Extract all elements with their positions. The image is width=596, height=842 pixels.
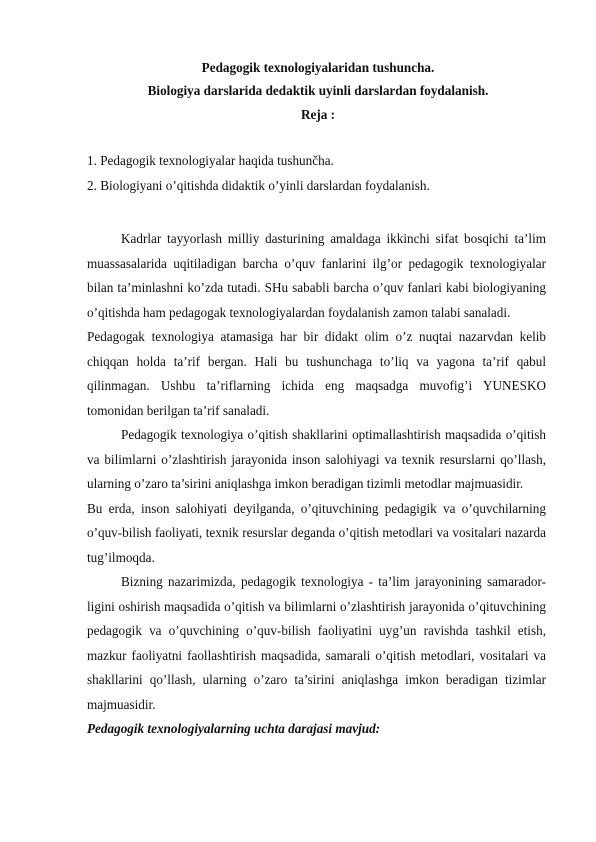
document-subtitle: Biologiya darslarida dedaktik uyinli darslardan foydalanish. bbox=[147, 83, 489, 98]
plan-heading: Reja : bbox=[300, 107, 336, 122]
plan-item-1: 1. Pedagogik texnologiyalar haqida tushunčha. bbox=[87, 153, 334, 168]
paragraph-5: Bizning nazarimizda, pedagogik texnologiya - ta’lim jarayonining samarador-ligini oshirish maqsadida o’qitish va bilimlarni o’zlashtirish jarayonida o’qituvchining pedagogik va o’quvchining o’quv-bilish faoliyatini uyg’un ravishda tashkil etish, mazkur faoliyatni faollashtirish maqsadida, samarali o’qitish metodlari, vositalari va shakllarini qo’llash, ularning o’zaro ta’sirini aniqlashga imkon beradigan tizimlar majmuasidir. bbox=[87, 574, 546, 712]
paragraph-2: Pedagogak texnologiya atamasiga har bir didakt olim o’z nuqtai nazarvdan kelib chiqqan holda ta’rif bergan. Hali bu tushunchaga to’liq va yagona ta’rif qabul qilinmagan. Ushbu ta’riflarning ichida eng maqsadga muvofig’i YUNESKO tomonidan berilgan ta’rif sanaladi. bbox=[87, 329, 546, 418]
paragraph-3: Pedagogik texnologiya o’qitish shakllarini optimallashtirish maqsadida o’qitish va bilimlarni o’zlashtirish jarayonida inson salohiyagi va texnik resurslarni qo’llash, ularning o’zaro ta’sirini aniqlashga imkon beradigan tizimli metodlar majmuasidir. bbox=[87, 427, 546, 491]
paragraph-4: Bu erda, inson salohiyati deyilganda, o’qituvchining pedagigik va o’quvchilarning o’quv-bilish faoliyati, texnik resurslar deganda o’qitish metodlari va vositalari nazarda tug’ilmoqda. bbox=[87, 500, 546, 565]
paragraph-1: Kadrlar tayyorlash milliy dasturining amaldaga ikkinchi sifat bosqichi ta’lim muassasalarida uqitiladigan barcha o’quv fanlarini ilg’or pedagogik texnologiyalar bilan ta’minlashni ko’zda tutadi. SHu sababli barcha o’quv fanlari kabi biologiyaning o’qitishda ham pedagogak texnologiyalardan foydalanish zamon talabi sanaladi. bbox=[87, 231, 546, 320]
document-title: Pedagogik texnologiyalaridan tushuncha. bbox=[201, 60, 435, 75]
paragraph-6-heading: Pedagogik texnologiyalarning uchta darajasi mavjud: bbox=[87, 721, 381, 736]
plan-item-2: 2. Biologiyani o’qitishda didaktik o’yinli darslardan foydalanish. bbox=[87, 178, 430, 193]
body-text bbox=[87, 227, 546, 742]
